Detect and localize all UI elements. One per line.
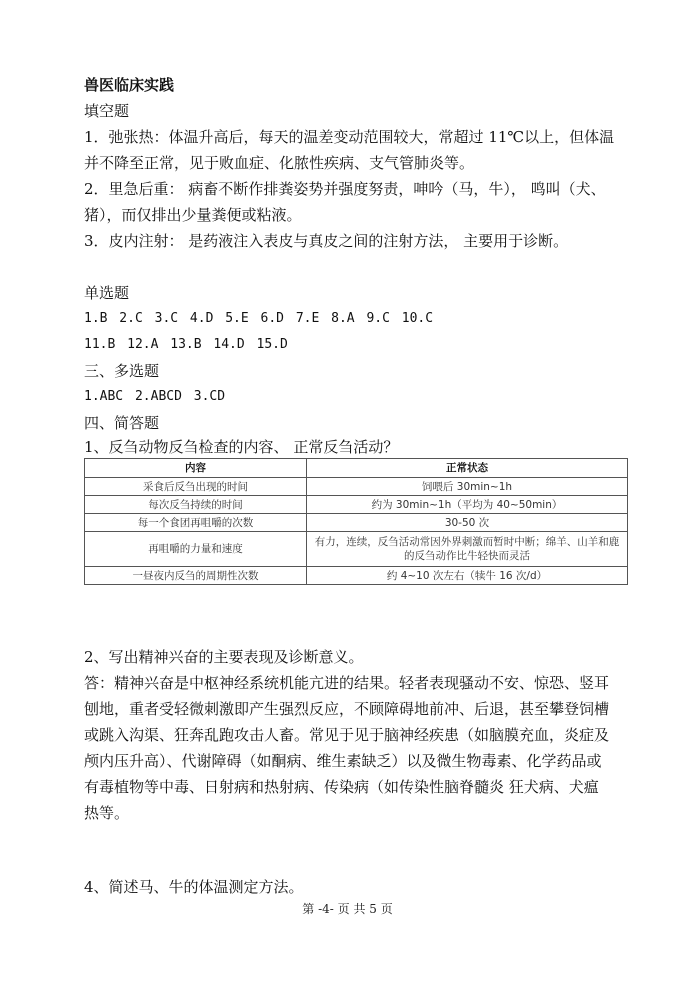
answer-line: 有毒植物等中毒、日射病和热射病、传染病（如传染性脑脊髓炎 狂犬病、犬瘟 — [84, 778, 599, 796]
page-footer: 第 -4- 页 共 5 页 — [302, 902, 393, 916]
table-cell: 约 4~10 次左右（犊牛 16 次/d） — [307, 567, 628, 585]
table-cell: 采食后反刍出现的时间 — [85, 478, 307, 496]
fill-blank-heading: 填空题 — [84, 102, 130, 120]
short-answer-q1: 1、反刍动物反刍检查的内容、 正常反刍活动？ — [84, 438, 399, 456]
answer-line: 或跳入沟渠、狂奔乱跑攻击人畜。常见于见于脑神经疾患（如脑膜充血，炎症及 — [84, 726, 610, 744]
fill-blank-q2-line1: 2．里急后重： 病畜不断作排粪姿势并强度努责，呻吟（马，牛）， 鸣叫（犬、 — [84, 180, 606, 198]
multi-choice-answers: 1.ABC 2.ABCD 3.CD — [84, 389, 226, 404]
table-header-cell: 正常状态 — [307, 459, 628, 478]
table-row — [85, 567, 628, 585]
short-answer-q2: 2、写出精神兴奋的主要表现及诊断意义。 — [84, 648, 364, 666]
single-choice-answers-row2: 11.B 12.A 13.B 14.D 15.D — [84, 337, 288, 352]
table-row — [85, 532, 628, 567]
table-row — [85, 514, 628, 532]
table-cell: 再咀嚼的力量和速度 — [85, 532, 307, 567]
answer-line: 颅内压升高）、代谢障碍（如酮病、维生素缺乏）以及微生物毒素、化学药品或 — [84, 752, 602, 770]
short-answer-heading: 四、简答题 — [84, 414, 160, 432]
answer-line: 答：精神兴奋是中枢神经系统机能亢进的结果。轻者表现骚动不安、惊恐、竖耳 — [84, 674, 610, 692]
fill-blank-q3-line1: 3．皮内注射： 是药液注入表皮与真皮之间的注射方法， 主要用于诊断。 — [84, 232, 569, 250]
table-cell: 一昼夜内反刍的周期性次数 — [85, 567, 307, 585]
fill-blank-q1-line2: 并不降至正常，见于败血症、化脓性疾病、支气管肺炎等。 — [84, 154, 475, 172]
answer-line: 刨地，重者受轻微刺激即产生强烈反应，不顾障碍地前冲、后退，甚至攀登饲槽 — [84, 700, 610, 718]
table-header-row — [85, 459, 628, 478]
table-cell: 有力，连续，反刍活动常因外界刺激而暂时中断；绵羊、山羊和鹿的反刍动作比牛轻快而灵活 — [307, 532, 628, 567]
table-row — [85, 496, 628, 514]
table-cell: 每一个食团再咀嚼的次数 — [85, 514, 307, 532]
rumination-table — [84, 458, 628, 585]
table-header-cell: 内容 — [85, 459, 307, 478]
table-row — [85, 478, 628, 496]
single-choice-heading: 单选题 — [84, 284, 130, 302]
short-answer-q4: 4、简述马、牛的体温测定方法。 — [84, 878, 304, 896]
table-cell: 约为 30min~1h（平均为 40~50min） — [307, 496, 628, 514]
table-cell: 30-50 次 — [307, 514, 628, 532]
table-cell: 每次反刍持续的时间 — [85, 496, 307, 514]
single-choice-answers-row1: 1.B 2.C 3.C 4.D 5.E 6.D 7.E 8.A 9.C 10.C — [84, 311, 434, 326]
multi-choice-heading: 三、多选题 — [84, 362, 160, 380]
fill-blank-q1-line1: 1．弛张热：体温升高后，每天的温差变动范围较大，常超过 11℃以上，但体温 — [84, 128, 615, 146]
fill-blank-q2-line2: 猪），而仅排出少量粪便或粘液。 — [84, 206, 302, 224]
answer-line: 热等。 — [84, 804, 130, 822]
document-title: 兽医临床实践 — [84, 76, 175, 94]
table-cell: 饲喂后 30min~1h — [307, 478, 628, 496]
